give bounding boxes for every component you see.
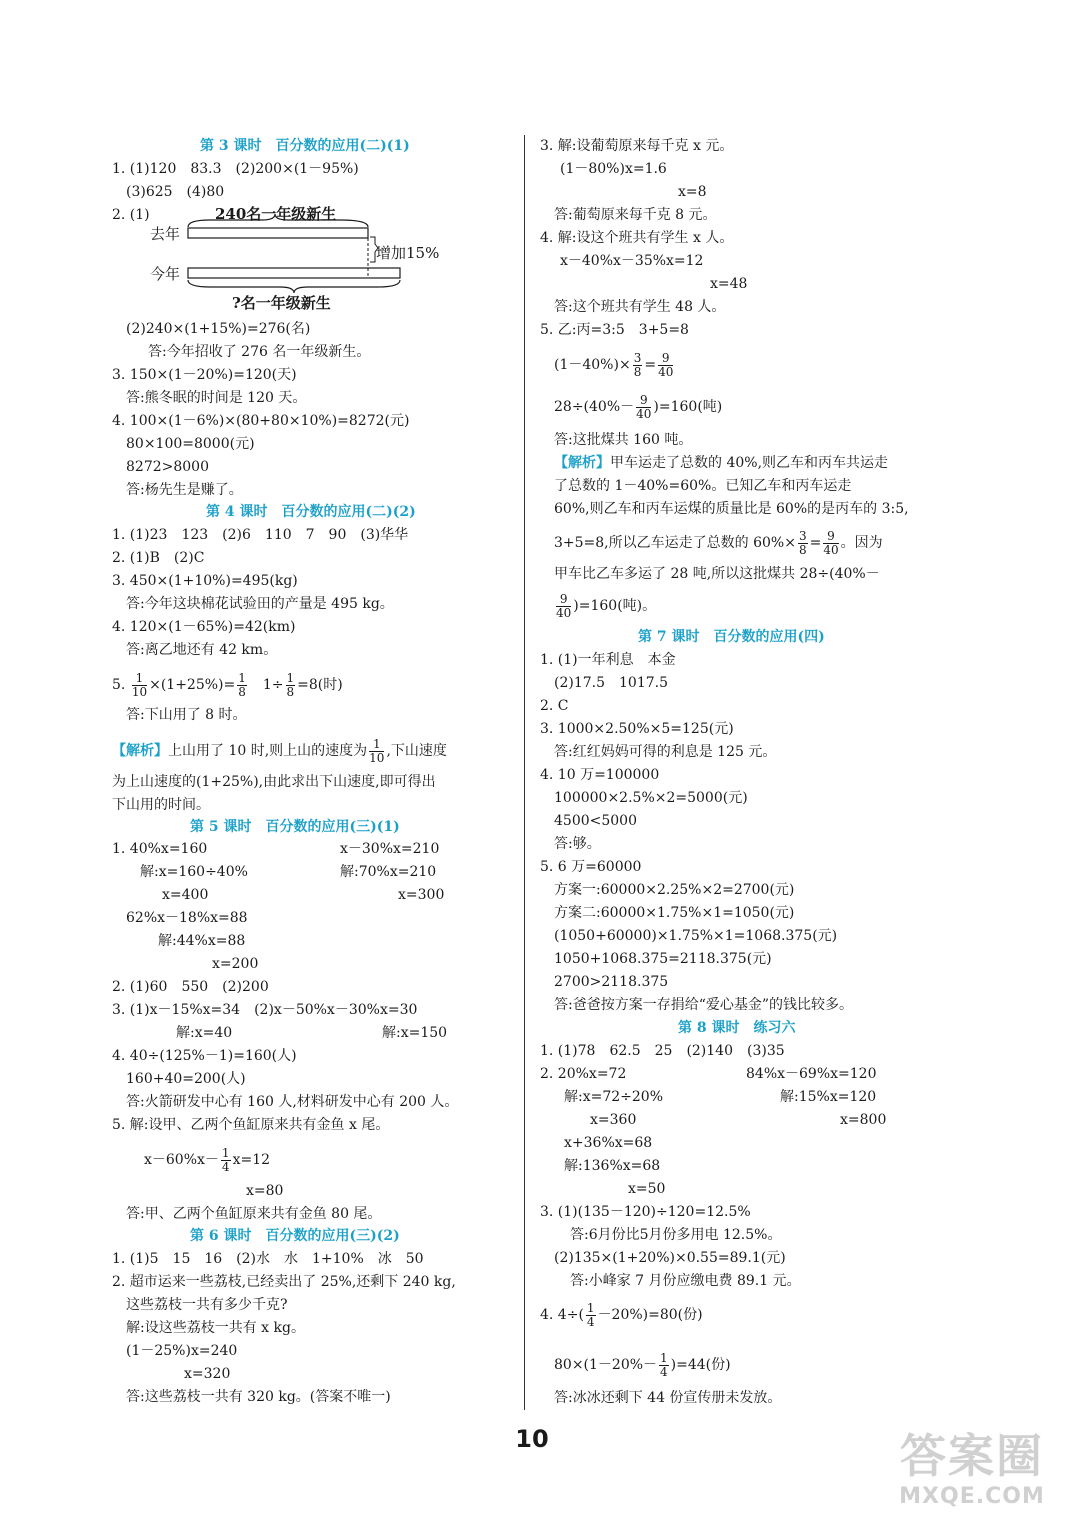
answer-line: 答:杨先生是赚了。 xyxy=(126,482,243,498)
answer-line: 答:够。 xyxy=(554,836,601,852)
answer-line: 答:今年招收了 276 名一年级新生。 xyxy=(148,344,371,360)
fraction: $\frac{9}{40}$ xyxy=(636,392,652,421)
answer-line: 4. 10 万=100000 xyxy=(540,767,660,783)
fraction: $\frac{9}{40}$ xyxy=(658,350,674,379)
equation: x=360 xyxy=(590,1112,637,1128)
answer-line: 方案二:60000×1.75%×1=1050(元) xyxy=(554,905,795,921)
equation: x=50 xyxy=(628,1181,666,1197)
fraction: $\frac{1}{4}$ xyxy=(660,1350,668,1379)
equation: 解:x=40 xyxy=(176,1025,233,1041)
answer-line: 1. (1)一年利息 本金 xyxy=(540,652,676,668)
segment-diagram xyxy=(0,0,1,1)
equation: (1－80%)x=1.6 xyxy=(560,161,667,177)
equation: 1. 40%x=160 xyxy=(112,841,208,857)
answer-line: 3. (1)x－15%x=34 (2)x－50%x－30%x=30 xyxy=(112,1002,418,1018)
answer-line: 80×100=8000(元) xyxy=(126,436,255,452)
answer-line: 2. (1) xyxy=(112,207,150,223)
answer-line: 3. (1)(135－120)÷120=12.5% xyxy=(540,1204,751,1220)
diagram-increase-label: 增加15% xyxy=(376,244,440,262)
answer-line: 答:6月份比5月份多用电 12.5%。 xyxy=(570,1227,782,1243)
answer-line: 2. C xyxy=(540,698,569,714)
answer-line: 答:熊冬眠的时间是 120 天。 xyxy=(126,390,307,406)
section-title: 第 7 课时 百分数的应用(四) xyxy=(638,629,825,645)
analysis-line: 为上山速度的(1+25%),由此求出下山速度,即可得出 xyxy=(112,774,436,790)
page-number: 10 xyxy=(515,1425,549,1453)
column-divider xyxy=(524,135,525,1410)
answer-line: 3. 450×(1+10%)=495(kg) xyxy=(112,573,298,589)
fraction: $\frac{9}{40}$ xyxy=(823,528,839,557)
watermark xyxy=(897,1428,1047,1528)
diagram-this-year: 今年 xyxy=(150,265,181,283)
brace-bottom xyxy=(188,280,400,293)
fraction: $\frac{3}{8}$ xyxy=(633,350,642,379)
equation-fraction: x－60%x－ $\frac{1}{4}$ x=12 xyxy=(144,1145,271,1174)
answer-line: 3. 解:设葡萄原来每千克 x 元。 xyxy=(540,138,734,154)
equation-fraction: 28÷(40%－ $\frac{9}{40}$ )=160(吨) xyxy=(554,392,723,421)
answer-line: 方案一:60000×2.25%×2=2700(元) xyxy=(554,882,795,898)
equation: 84%x－69%x=120 xyxy=(746,1066,877,1082)
answer-line: 100000×2.5%×2=5000(元) xyxy=(554,790,748,806)
answer-line: 答:小峰家 7 月份应缴电费 89.1 元。 xyxy=(570,1273,801,1289)
equation: x=8 xyxy=(678,184,707,200)
section-title: 第 6 课时 百分数的应用(三)(2) xyxy=(190,1228,400,1244)
analysis-tag: 【解析】 xyxy=(554,455,610,471)
answer-line: 4500<5000 xyxy=(554,813,637,829)
equation: x=200 xyxy=(212,956,259,972)
answer-line: 4. 解:设这个班共有学生 x 人。 xyxy=(540,230,734,246)
answer-line: 答:甲、乙两个鱼缸原来共有金鱼 80 尾。 xyxy=(126,1206,382,1222)
answer-line: (2)17.5 1017.5 xyxy=(554,675,668,691)
answer-line: 8272>8000 xyxy=(126,459,209,475)
answer-line: 答:这批煤共 160 吨。 xyxy=(554,432,693,448)
answer-line: 5. 6 万=60000 xyxy=(540,859,642,875)
equation: 2. 20%x=72 xyxy=(540,1066,627,1082)
answer-line: (3)625 (4)80 xyxy=(126,184,225,200)
fraction: $\frac{1}{8}$ xyxy=(238,670,246,699)
diagram-top-label: 240名一年级新生 xyxy=(215,205,337,223)
equation: 解:15%x=120 xyxy=(780,1089,877,1105)
watermark-url: MXQE.COM xyxy=(899,1484,1045,1509)
equation: x－30%x=210 xyxy=(340,841,440,857)
answer-line: 5. 解:设甲、乙两个鱼缸原来共有金鱼 x 尾。 xyxy=(112,1117,390,1133)
analysis-line: 【解析】上山用了 10 时,则上山的速度为 $\frac{1}{10}$ ,下山速度 xyxy=(112,736,447,765)
fraction: $\frac{9}{40}$ xyxy=(556,591,572,620)
answer-line: 答:今年这块棉花试验田的产量是 495 kg。 xyxy=(126,596,394,612)
answer-line: 这些荔枝一共有多少千克? xyxy=(126,1297,288,1313)
answer-line: 2. (1)B (2)C xyxy=(112,550,205,566)
equation: x=48 xyxy=(710,276,748,292)
answer-line: 160+40=200(人) xyxy=(126,1071,246,1087)
equation: 解:70%x=210 xyxy=(340,864,437,880)
watermark-logo-text: 答案圈 xyxy=(900,1429,1044,1483)
answer-line: 4. 100×(1－6%)×(80+80×10%)=8272(元) xyxy=(112,413,410,429)
answer-line: (2)135×(1+20%)×0.55=89.1(元) xyxy=(554,1250,786,1266)
answer-line: 解:设这些荔枝一共有 x kg。 xyxy=(126,1320,305,1336)
answer-line: (2)240×(1+15%)=276(名) xyxy=(126,321,311,337)
answer-line: 答:爸爸按方案一存捐给“爱心基金”的钱比较多。 xyxy=(554,997,854,1013)
analysis-line: 3+5=8,所以乙车运走了总数的 60%× $\frac{3}{8}$ = $\frac{9}{40}$ 。因为 xyxy=(554,528,883,557)
analysis-line: 了总数的 1－40%=60%。已知乙车和丙车运走 xyxy=(554,478,852,494)
equation: x+36%x=68 xyxy=(564,1135,653,1151)
equation: x－40%x－35%x=12 xyxy=(560,253,704,269)
diagram-bottom-label: ?名一年级新生 xyxy=(232,294,331,312)
answer-line: 答:火箭研发中心有 160 人,材料研发中心有 200 人。 xyxy=(126,1094,459,1110)
section-title: 第 8 课时 练习六 xyxy=(678,1020,796,1036)
answer-line: 3. 150×(1－20%)=120(天) xyxy=(112,367,297,383)
fraction: $\frac{1}{4}$ xyxy=(586,1300,595,1329)
analysis-tag: 【解析】 xyxy=(112,743,168,759)
equation: 解:44%x=88 xyxy=(158,933,246,949)
equation: 解:x=150 xyxy=(382,1025,448,1041)
equation: x=80 xyxy=(246,1183,284,1199)
analysis-line: 甲车比乙车多运了 28 吨,所以这批煤共 28÷(40%－ xyxy=(554,566,880,582)
answer-line: 1. (1)23 123 (2)6 110 7 90 (3)华华 xyxy=(112,527,409,543)
equation-fraction: (1－40%)× $\frac{3}{8}$ = $\frac{9}{40}$ xyxy=(554,350,674,379)
answer-line: 4. 120×(1－65%)=42(km) xyxy=(112,619,296,635)
equation: x=800 xyxy=(840,1112,887,1128)
answer-line: 4. 40÷(125%－1)=160(人) xyxy=(112,1048,297,1064)
fraction: $\frac{1}{4}$ xyxy=(221,1145,230,1174)
right-column xyxy=(530,0,1030,1536)
section-title: 第 5 课时 百分数的应用(三)(1) xyxy=(190,819,400,835)
answer-line: 答:这些荔枝一共有 320 kg。(答案不唯一) xyxy=(126,1389,391,1405)
equation: 解:x=72÷20% xyxy=(564,1089,664,1105)
answer-line: 1050+1068.375=2118.375(元) xyxy=(554,951,772,967)
answer-line-fraction: 5. $\frac{1}{10}$ ×(1+25%)= $\frac{1}{8}$ 1÷ $\frac{1}{8}$ =8(时) xyxy=(112,670,343,699)
equation: 62%x－18%x=88 xyxy=(126,910,248,926)
analysis-line: $\frac{9}{40}$ )=160(吨)。 xyxy=(556,591,657,620)
equation: 解:136%x=68 xyxy=(564,1158,661,1174)
section-title: 第 4 课时 百分数的应用(二)(2) xyxy=(206,504,416,520)
equation: 解:x=160÷40% xyxy=(140,864,248,880)
equation-fraction: 80×(1－20%－ $\frac{1}{4}$ )=44(份) xyxy=(554,1350,731,1379)
equation: x=400 xyxy=(162,887,209,903)
answer-line: 答:这个班共有学生 48 人。 xyxy=(554,299,726,315)
answer-line: 答:葡萄原来每千克 8 元。 xyxy=(554,207,717,223)
fraction: $\frac{1}{10}$ xyxy=(369,736,385,765)
analysis-line: 60%,则乙车和丙车运煤的质量比是 60%的是丙车的 3:5, xyxy=(554,501,909,517)
answer-line: 2700>2118.375 xyxy=(554,974,669,990)
bar-last-year xyxy=(188,228,368,238)
answer-line: 1. (1)5 15 16 (2)水 水 1+10% 冰 50 xyxy=(112,1251,424,1267)
equation-fraction: 4. 4÷( $\frac{1}{4}$ －20%)=80(份) xyxy=(540,1300,703,1329)
equation: x=300 xyxy=(398,887,445,903)
left-column xyxy=(0,0,500,1536)
analysis-line: 下山用的时间。 xyxy=(112,797,210,813)
answer-line: 答:下山用了 8 时。 xyxy=(126,707,247,723)
equation: x=320 xyxy=(184,1366,231,1382)
answer-line: 2. (1)60 550 (2)200 xyxy=(112,979,269,995)
answer-line: 答:红红妈妈可得的利息是 125 元。 xyxy=(554,744,777,760)
fraction: $\frac{1}{8}$ xyxy=(286,670,295,699)
answer-line: 2. 超市运来一些荔枝,已经卖出了 25%,还剩下 240 kg, xyxy=(112,1274,456,1290)
answer-line: 答:冰冰还剩下 44 份宣传册未发放。 xyxy=(554,1390,782,1406)
answer-line: 答:离乙地还有 42 km。 xyxy=(126,642,278,658)
answer-line: 1. (1)78 62.5 25 (2)140 (3)35 xyxy=(540,1043,785,1059)
diagram-last-year: 去年 xyxy=(150,225,181,243)
equation: (1－25%)x=240 xyxy=(126,1343,238,1359)
answer-line: 1. (1)120 83.3 (2)200×(1－95%) xyxy=(112,161,359,177)
answer-line: (1050+60000)×1.75%×1=1068.375(元) xyxy=(554,928,838,944)
fraction: $\frac{1}{10}$ xyxy=(131,670,148,699)
answer-line: 5. 乙:丙=3:5 3+5=8 xyxy=(540,322,689,338)
answer-line: 3. 1000×2.50%×5=125(元) xyxy=(540,721,734,737)
section-title: 第 3 课时 百分数的应用(二)(1) xyxy=(200,138,410,154)
analysis-line: 【解析】甲车运走了总数的 40%,则乙车和丙车共运走 xyxy=(554,455,889,471)
fraction: $\frac{3}{8}$ xyxy=(798,528,807,557)
